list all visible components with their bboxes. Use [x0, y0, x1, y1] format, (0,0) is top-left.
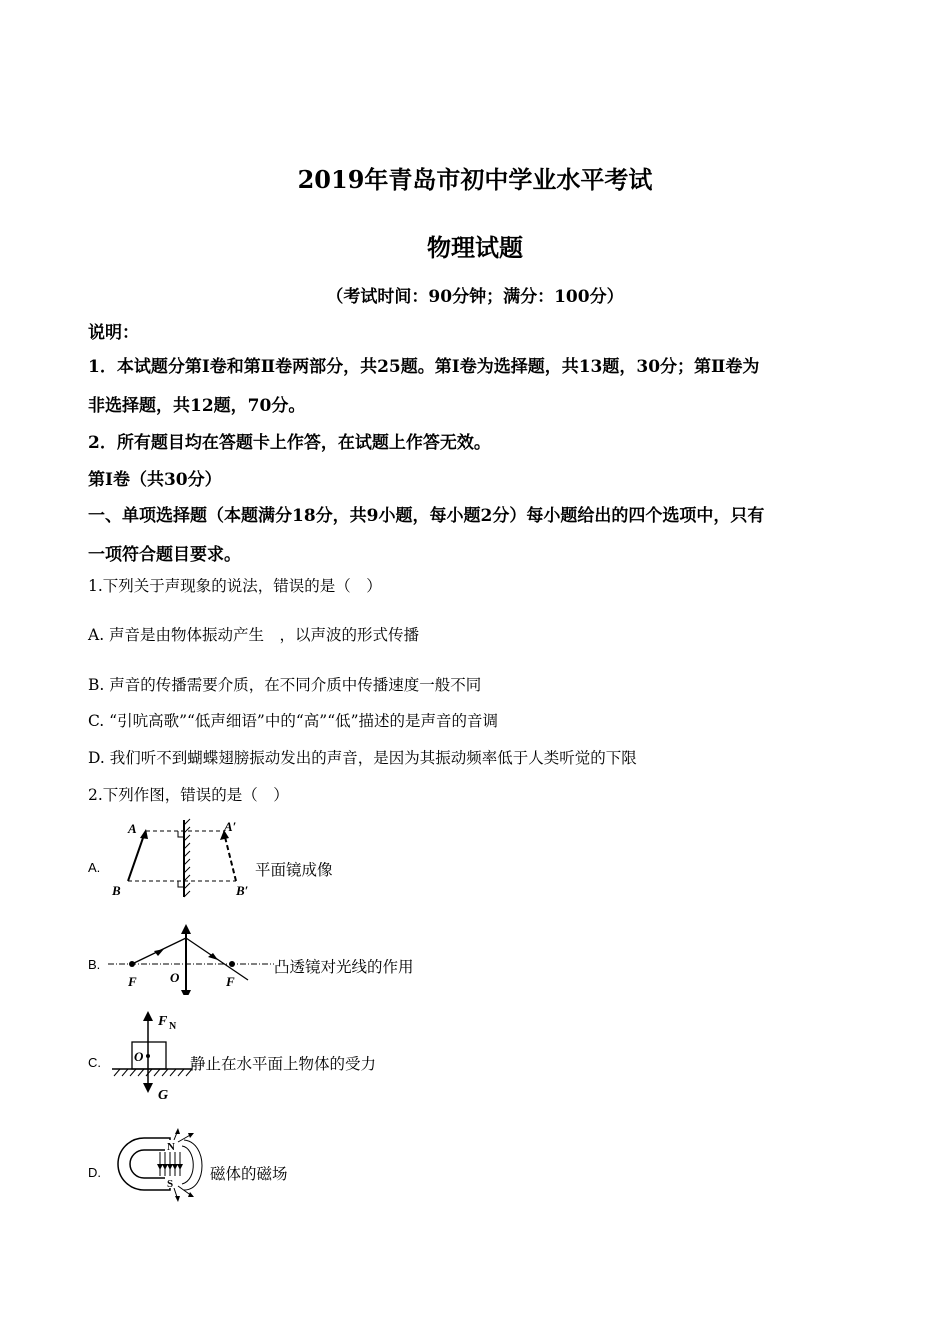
force-diagram: [108, 1008, 198, 1103]
q2-option-c-caption: 静止在水平面上物体的受力: [190, 1055, 377, 1073]
q2-option-d-caption: 磁体的磁场: [210, 1165, 288, 1183]
notes-line-2: 2．所有题目均在答题卡上作答，在试题上作答无效。: [88, 433, 491, 453]
notes-line-1: 1．本试题分第Ⅰ卷和第Ⅱ卷两部分，共25题。第Ⅰ卷为选择题，共13题，30分；第Ⅱ卷为: [88, 357, 760, 377]
notes-heading: 说明：: [88, 323, 139, 343]
plane-mirror-diagram: [108, 815, 258, 900]
part1-heading: 第Ⅰ卷（共30分）: [88, 470, 222, 490]
label-f-right: F: [226, 974, 235, 989]
exam-info: （考试时间：90分钟；满分：100分）: [326, 287, 624, 307]
q2-option-a-letter: A.: [88, 860, 101, 875]
q1-stem: 1.下列关于声现象的说法，错误的是（ ）: [88, 577, 382, 595]
q1-option-d: D. 我们听不到蝴蝶翅膀振动发出的声音，是因为其振动频率低于人类听觉的下限: [88, 749, 637, 767]
q2-stem: 2.下列作图，错误的是（ ）: [88, 786, 289, 804]
label-b-prime: B′: [236, 883, 249, 898]
notes-line-1-cont: 非选择题，共12题，70分。: [88, 396, 306, 416]
label-f-left: F: [128, 974, 137, 989]
q2-option-c-letter: C.: [88, 1055, 101, 1070]
convex-lens-diagram: [108, 920, 278, 995]
label-g: G: [158, 1088, 169, 1103]
exam-title: 2019年青岛市初中学业水平考试: [297, 165, 653, 194]
q2-option-d-letter: D.: [88, 1165, 101, 1180]
label-n-pole: N: [167, 1141, 175, 1153]
q1-option-c: C. “引吭高歌”“低声细语”中的“高”“低”描述的是声音的音调: [88, 712, 499, 730]
section-instruction-2: 一项符合题目要求。: [88, 545, 241, 565]
label-o-center: O: [134, 1049, 144, 1064]
label-a-prime: A′: [224, 819, 237, 834]
section-instruction-1: 一、单项选择题（本题满分18分，共9小题，每小题2分）每小题给出的四个选项中，只有: [88, 506, 765, 526]
q1-option-b: B. 声音的传播需要介质，在不同介质中传播速度一般不同: [88, 676, 482, 694]
label-o: O: [170, 970, 180, 985]
q2-option-a-caption: 平面镜成像: [255, 861, 333, 879]
magnet-field-diagram: [108, 1126, 212, 1208]
label-a: A: [128, 821, 137, 836]
q2-option-b-letter: B.: [88, 957, 101, 972]
q1-option-a: A. 声音是由物体振动产生 ，以声波的形式传播: [88, 626, 420, 644]
exam-subtitle: 物理试题: [427, 233, 523, 262]
label-fn-sub: N: [169, 1021, 177, 1032]
q2-option-b-caption: 凸透镜对光线的作用: [274, 958, 414, 976]
label-b: B: [112, 883, 121, 898]
label-fn: F: [158, 1014, 168, 1029]
label-s-pole: S: [167, 1178, 174, 1190]
